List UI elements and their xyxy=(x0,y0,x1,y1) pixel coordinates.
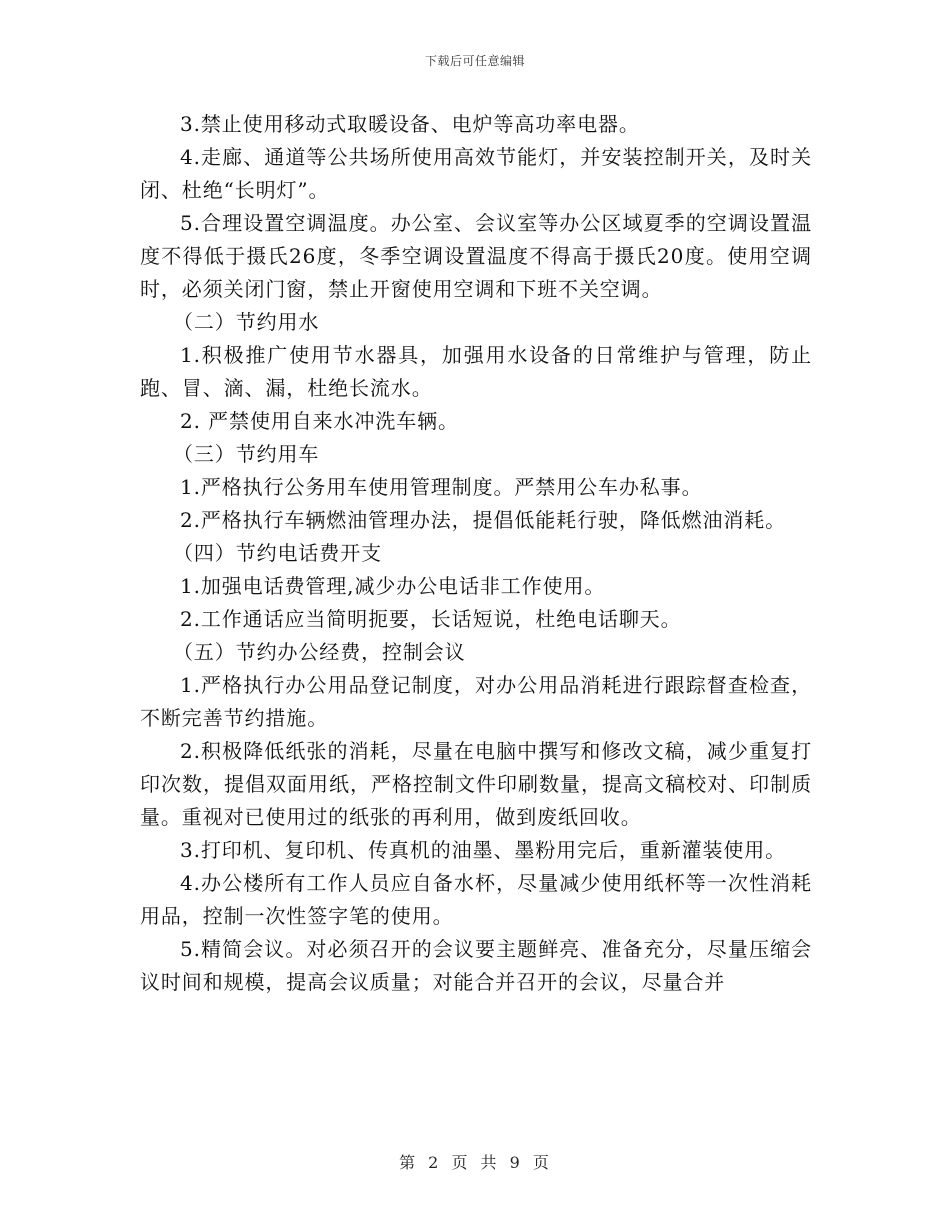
paragraph-streamline-meetings: 5.精简会议。对必须召开的会议要主题鲜亮、准备充分，尽量压缩会议时间和规模，提高会议质量；对能合并召开的会议，尽量合并 xyxy=(140,937,812,994)
paragraph-paper-saving: 2.积极降低纸张的消耗，尽量在电脑中撰写和修改文稿，减少重复打印次数，提倡双面用纸，严格控制文件印刷数量，提高文稿校对、印制质量。重视对已使用过的纸张的再利用，做到废纸回收。 xyxy=(140,739,812,829)
section-heading-phone: （四）节约电话费开支 xyxy=(173,541,382,565)
paragraph-car-washing-ban: 2. 严禁使用自来水冲洗车辆。 xyxy=(180,409,459,433)
page-header: 下载后可任意编辑 xyxy=(424,54,525,68)
paragraph-own-cups: 4.办公楼所有工作人员应自备水杯，尽量减少使用纸杯等一次性消耗用品，控制一次性签字笔的使用。 xyxy=(140,871,812,928)
paragraph-toner-refill: 3.打印机、复印机、传真机的油墨、墨粉用完后，重新灌装使用。 xyxy=(180,838,787,862)
paragraph-water-devices: 1.积极推广使用节水器具，加强用水设备的日常维护与管理，防止跑、冒、滴、漏，杜绝长流水。 xyxy=(140,343,812,400)
paragraph-official-car-rules: 1.严格执行公务用车使用管理制度。严禁用公车办私事。 xyxy=(180,475,703,499)
section-heading-water: （二）节约用水 xyxy=(173,310,320,334)
paragraph-phone-brevity: 2.工作通话应当简明扼要，长话短说，杜绝电话聊天。 xyxy=(180,607,682,631)
document-body xyxy=(140,108,812,999)
paragraph-supplies-registration: 1.严格执行办公用品登记制度，对办公用品消耗进行跟踪督查检查，不断完善节约措施。 xyxy=(140,673,812,730)
page-number-footer: 第 2 页 共 9 页 xyxy=(399,1153,551,1172)
paragraph-air-conditioning: 5.合理设置空调温度。办公室、会议室等办公区域夏季的空调设置温度不得低于摄氏26度，冬季空调设置温度不得高于摄氏20度。使用空调时，必须关闭门窗，禁止开窗使用空调和下班不关空调。 xyxy=(140,211,812,301)
paragraph-electric-heater-ban: 3.禁止使用移动式取暖设备、电炉等高功率电器。 xyxy=(180,112,640,136)
paragraph-phone-management: 1.加强电话费管理,减少办公电话非工作使用。 xyxy=(180,574,606,598)
section-heading-office-expenses: （五）节约办公经费，控制会议 xyxy=(173,640,466,664)
paragraph-fuel-management: 2.严格执行车辆燃油管理办法，提倡低能耗行驶，降低燃油消耗。 xyxy=(180,508,787,532)
paragraph-corridor-lighting: 4.走廊、通道等公共场所使用高效节能灯，并安装控制开关，及时关闭、杜绝“长明灯”。 xyxy=(140,145,812,202)
section-heading-vehicles: （三）节约用车 xyxy=(173,442,320,466)
